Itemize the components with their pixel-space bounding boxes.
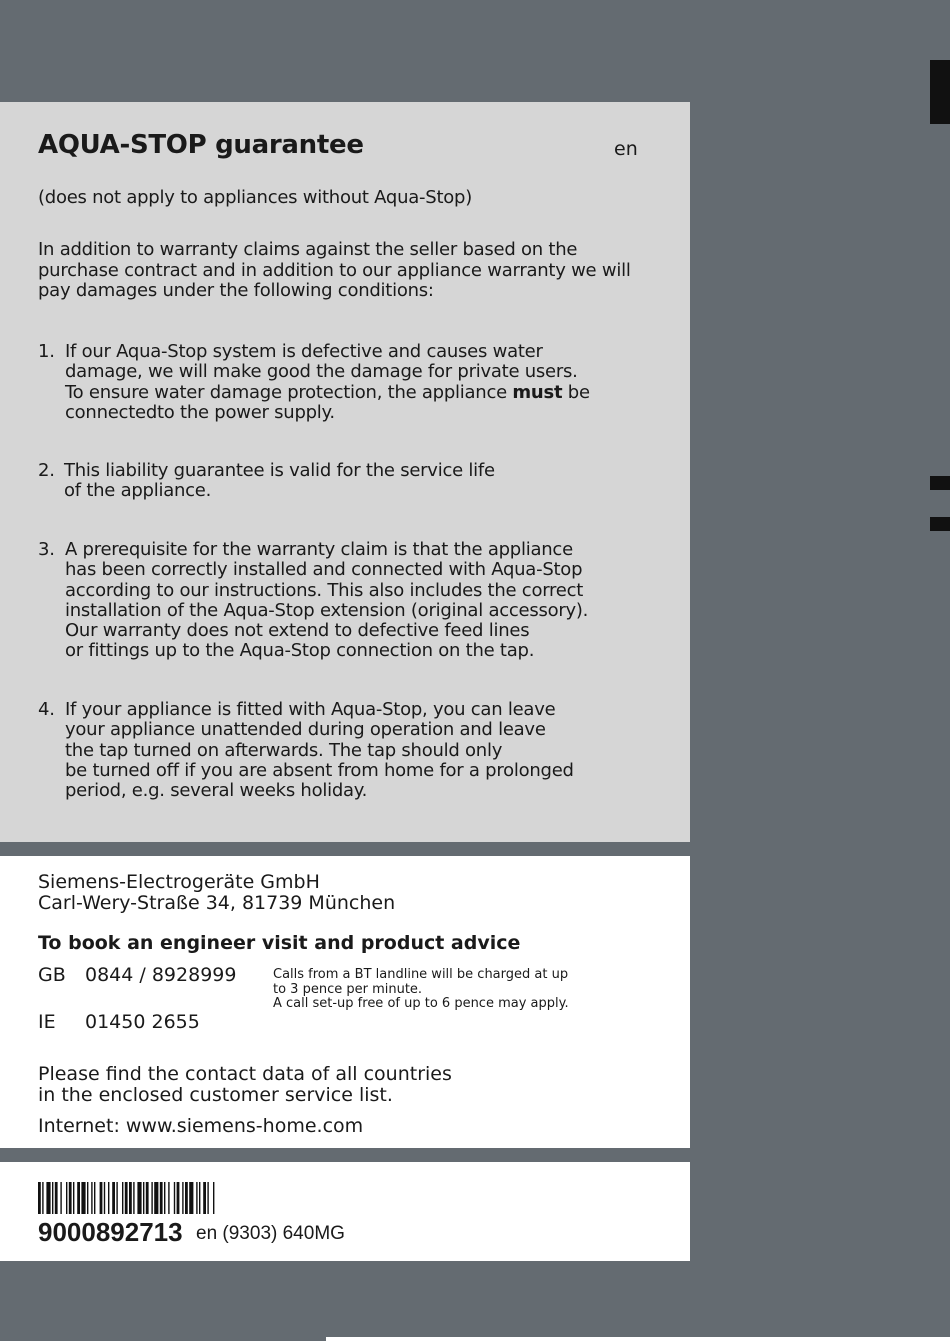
condition-number: 3. xyxy=(38,539,55,560)
barcode-bar xyxy=(60,1182,61,1214)
barcode-bar xyxy=(154,1182,158,1214)
guarantee-applicability-note: (does not apply to appliances without Aqua-Stop) xyxy=(38,187,472,208)
barcode xyxy=(38,1182,328,1214)
condition-item xyxy=(38,540,658,662)
registration-mark-top xyxy=(930,60,950,124)
country-code-ie: IE xyxy=(38,1011,56,1033)
barcode-bar xyxy=(196,1182,197,1214)
barcode-bar xyxy=(116,1182,117,1214)
barcode-bar xyxy=(66,1182,67,1214)
barcode-bar xyxy=(160,1182,163,1214)
barcode-bar xyxy=(69,1182,72,1214)
barcode-bar xyxy=(38,1182,41,1214)
barcode-bar xyxy=(164,1182,165,1214)
barcode-bar xyxy=(199,1182,200,1214)
internet-address: Internet: www.siemens-home.com xyxy=(38,1115,364,1137)
barcode-bar xyxy=(94,1182,95,1214)
barcode-bar xyxy=(42,1182,43,1214)
contact-panel xyxy=(0,856,690,1148)
company-address: Carl-Wery-Straße 34, 81739 München xyxy=(38,892,396,914)
bottom-edge-strip xyxy=(326,1337,950,1341)
barcode-bar xyxy=(104,1182,105,1214)
barcode-bar xyxy=(182,1182,183,1214)
condition-number: 1. xyxy=(38,341,55,362)
booking-heading: To book an engineer visit and product advice xyxy=(38,932,521,954)
barcode-panel xyxy=(0,1162,690,1261)
service-list-note: Please find the contact data of all countries in the enclosed customer service list. xyxy=(38,1063,452,1106)
language-code: en xyxy=(614,138,638,160)
barcode-bar xyxy=(177,1182,180,1214)
barcode-bar xyxy=(146,1182,149,1214)
company-name: Siemens-Electrogeräte GmbH xyxy=(38,871,320,893)
barcode-bar xyxy=(108,1182,109,1214)
barcode-bar xyxy=(143,1182,144,1214)
barcode-bar xyxy=(125,1182,128,1214)
guarantee-intro: In addition to warranty claims against the seller based on the purchase contract and in addition to our appliance warranty we will pay damages under the following conditions: xyxy=(38,239,631,301)
guarantee-title: AQUA-STOP guarantee xyxy=(38,130,364,160)
barcode-bar xyxy=(55,1182,58,1214)
barcode-bar xyxy=(100,1182,103,1214)
barcode-bar xyxy=(137,1182,141,1214)
document-suffix: en (9303) 640MG xyxy=(196,1223,345,1244)
barcode-bar xyxy=(185,1182,188,1214)
country-code-gb: GB xyxy=(38,964,66,986)
barcode-bar xyxy=(129,1182,132,1214)
condition-item xyxy=(38,700,658,801)
condition-number: 4. xyxy=(38,699,55,720)
barcode-bar xyxy=(91,1182,92,1214)
call-charge-note: Calls from a BT landline will be charged at up to 3 pence per minute. A call set-up free of up to 6 pence may apply. xyxy=(273,967,569,1011)
barcode-bar xyxy=(133,1182,134,1214)
barcode-bar xyxy=(203,1182,206,1214)
barcode-bar xyxy=(213,1182,214,1214)
barcode-bar xyxy=(73,1182,74,1214)
barcode-bar xyxy=(151,1182,152,1214)
barcode-bar xyxy=(77,1182,80,1214)
barcode-bar xyxy=(189,1182,193,1214)
barcode-bar xyxy=(81,1182,85,1214)
barcode-bar xyxy=(168,1182,169,1214)
phone-number-ie: 01450 2655 xyxy=(85,1011,200,1033)
barcode-bar xyxy=(87,1182,88,1214)
barcode-bar xyxy=(52,1182,53,1214)
barcode-bar xyxy=(46,1182,50,1214)
registration-mark xyxy=(930,517,950,531)
phone-number-gb: 0844 / 8928999 xyxy=(85,964,237,986)
barcode-bar xyxy=(122,1182,123,1214)
condition-text: If your appliance is fitted with Aqua-Stop, you can leave your appliance unattended during operation and leave the tap turned on afterwards. The tap should only be turned off if you are absent from home for a prolonged period, e.g. several weeks holiday. xyxy=(65,699,574,802)
registration-mark xyxy=(930,476,950,490)
condition-text: If our Aqua-Stop system is defective and causes water damage, we will make good the damage for private users. To ensure water damage protection, the appliance must be connectedto the power supply. xyxy=(65,341,590,423)
aqua-stop-guarantee-panel xyxy=(0,102,690,842)
document-number: 9000892713 xyxy=(38,1217,183,1247)
barcode-bar xyxy=(112,1182,115,1214)
emphasis-must: must xyxy=(512,381,563,403)
condition-item xyxy=(38,461,658,502)
condition-text: A prerequisite for the warranty claim is that the appliance has been correctly installed and connected with Aqua-Stop according to our instructions. This also includes the correct installation of the Aqua-Stop extension (original accessory). Our warranty does not extend to defective feed lines or fittings up to the Aqua-Stop connection on the tap. xyxy=(65,539,589,662)
condition-item xyxy=(38,342,658,423)
barcode-bar xyxy=(174,1182,175,1214)
condition-number: 2. xyxy=(38,460,55,481)
condition-text: This liability guarantee is valid for the service life of the appliance. xyxy=(64,460,495,502)
barcode-bar xyxy=(207,1182,208,1214)
